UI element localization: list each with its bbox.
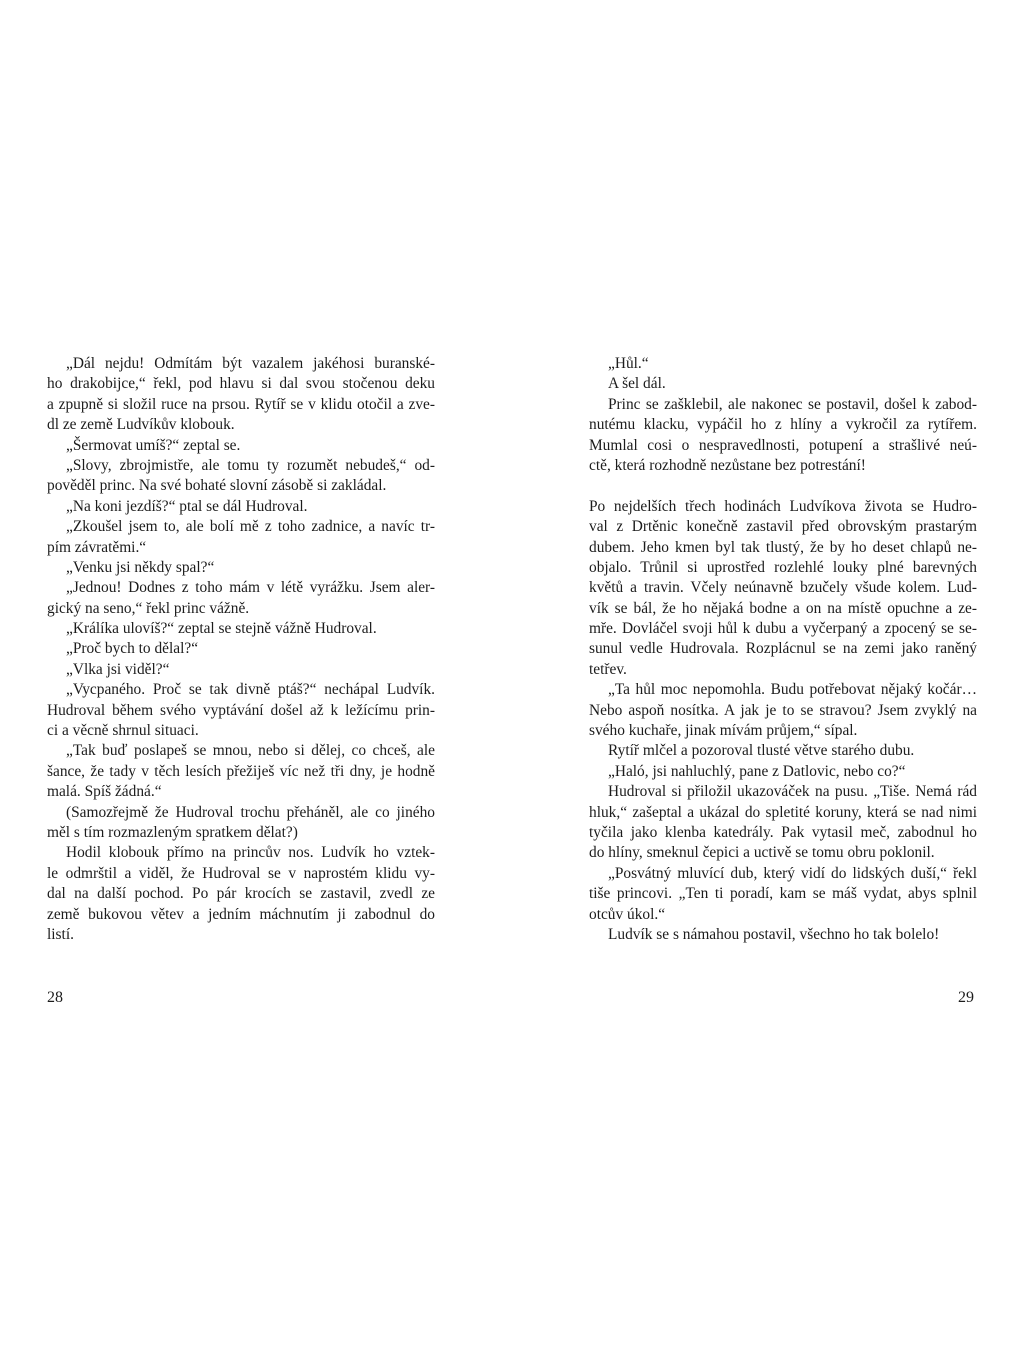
- text-line: „Tak buď poslapeš se mnou, nebo si dělej, co chceš, ale: [66, 742, 435, 760]
- text-line: měl s tím rozmazleným spratkem dělat?): [47, 823, 298, 841]
- text-line: hluk,“ zašeptal a ukázal do spletité koruny, která se nad nimi: [589, 803, 977, 821]
- text-line: Ludvík se s námahou postavil, všechno ho tak bolelo!: [608, 925, 940, 943]
- text-line: země bukovou větev a jedním máchnutím ji zabodnul do: [47, 905, 435, 923]
- text-line: „Zkoušel jsem to, ale bolí mě z toho zadnice, a navíc tr-: [66, 518, 435, 536]
- text-line: ctě, která rozhodně nezůstane bez potrestání!: [589, 456, 866, 474]
- text-line: val z Drtěnic konečně zastavil před obrovským prastarým: [589, 518, 977, 536]
- text-line: Hodil klobouk přímo na princův nos. Ludvík ho vztek-: [66, 844, 435, 862]
- text-line: a zpupně si složil ruce na prsou. Rytíř se v klidu otočil a zve-: [47, 395, 435, 413]
- text-line: otcův úkol.“: [589, 905, 666, 923]
- text-line: „Dál nejdu! Odmítám být vazalem jakéhosi buranské-: [66, 355, 435, 372]
- text-line: Hudroval si přiložil ukazováček na pusu. „Tiše. Nemá rád: [608, 783, 977, 801]
- right-page-text: [589, 354, 977, 945]
- text-line: Mumlal cosi o nespravedlnosti, potupení a strašlivé neú-: [589, 436, 977, 454]
- text-line: „Haló, jsi nahluchlý, pane z Datlovic, nebo co?“: [608, 762, 906, 780]
- text-line: tiše princovi. „Ten ti poradí, kam se máš vydat, abys splnil: [589, 885, 977, 903]
- text-line: Nebo aspoň nosítka. A jak je to se stravou? Jsem zvyklý na: [589, 701, 977, 719]
- text-line: tetřev.: [589, 660, 627, 678]
- text-line: pověděl princ. Na své bohaté slovní zásobě si zakládal.: [47, 477, 387, 495]
- text-line: „Vlka jsi viděl?“: [66, 660, 170, 678]
- text-line: A šel dál.: [608, 375, 666, 393]
- text-line: „Šermovat umíš?“ zeptal se.: [66, 436, 241, 454]
- page-number-right: 29: [958, 989, 974, 1006]
- text-line: gický na seno,“ řekl princ vážně.: [47, 599, 250, 617]
- text-line: (Samozřejmě že Hudroval trochu přeháněl, ale co jiného: [66, 803, 435, 821]
- text-line: malá. Spíš žádná.“: [47, 783, 162, 801]
- text-line: „Na koni jezdíš?“ ptal se dál Hudroval.: [66, 497, 308, 515]
- text-line: „Jednou! Dodnes z toho mám v létě vyrážku. Jsem aler-: [66, 579, 435, 597]
- text-line: pím závratěmi.“: [47, 538, 147, 556]
- text-line: „Venku jsi někdy spal?“: [66, 558, 215, 576]
- page-number-left: 28: [47, 989, 63, 1006]
- text-line: nutému klacku, vypáčil ho z hlíny a vykročil za rytířem.: [589, 416, 977, 434]
- text-line: ho drakobijce,“ řekl, pod hlavu si dal svou stočenou deku: [47, 375, 435, 393]
- text-line: listí.: [47, 925, 74, 943]
- text-line: mře. Dovláčel svoji hůl k dubu a vyčerpaný a zpocený se se-: [589, 620, 977, 638]
- text-line: „Ta hůl moc nepomohla. Budu potřebovat nějaký kočár…: [608, 681, 977, 699]
- text-line: „Vycpaného. Proč se tak divně ptáš?“ nechápal Ludvík.: [66, 681, 435, 699]
- text-line: tyčila jako klenba katedrály. Pak vytasil meč, zabodnul ho: [589, 823, 977, 841]
- text-line: ci a věcně shrnul situaci.: [47, 722, 199, 740]
- text-line: svého kuchaře, jinak mívám průjem,“ sípal.: [589, 722, 858, 740]
- text-line: „Posvátný mluvící dub, který vidí do lidských duší,“ řekl: [608, 864, 977, 882]
- text-line: Po nejdelších třech hodinách Ludvíkova života se Hudro-: [589, 497, 977, 515]
- text-line: dal na další pochod. Po pár krocích se zastavil, zvedl ze: [47, 885, 435, 903]
- text-line: „Králíka ulovíš?“ zeptal se stejně vážně Hudroval.: [66, 620, 377, 638]
- text-line: šance, že tady v těch lesích přežiješ víc než tři dny, je hodně: [47, 762, 435, 780]
- text-line: „Hůl.“: [608, 355, 649, 372]
- text-line: dl ze země Ludvíkův klobouk.: [47, 416, 235, 434]
- paragraph-gap: [589, 476, 977, 496]
- text-line: le odmrštil a viděl, že Hudroval se v naprostém klidu vy-: [47, 864, 435, 882]
- text-line: do hlíny, smeknul čepici a uctivě se tomu obru poklonil.: [589, 844, 935, 862]
- text-line: „Proč bych to dělal?“: [66, 640, 199, 658]
- left-page-text: [47, 354, 435, 945]
- text-line: sunul vedle Hudrovala. Rozplácnul se na zemi jako raněný: [589, 640, 977, 658]
- text-line: dubem. Jeho kmen byl tak tlustý, že by ho deset chlapů ne-: [589, 538, 977, 556]
- text-line: objalo. Trůnil si uprostřed rozlehlé louky plné barevných: [589, 558, 977, 576]
- text-line: květů a travin. Včely neúnavně bzučely všude kolem. Lud-: [589, 579, 977, 597]
- text-line: Rytíř mlčel a pozoroval tlusté větve starého dubu.: [608, 742, 915, 760]
- text-line: Hudroval během svého vyptávání došel až k ležícímu prin-: [47, 701, 435, 719]
- text-line: Princ se zašklebil, ale nakonec se postavil, došel k zabod-: [608, 395, 977, 413]
- text-line: vík se bál, že ho nějaká bodne a on na místě opuchne a ze-: [589, 599, 977, 617]
- text-line: „Slovy, zbrojmistře, ale tomu ty rozumět nebudeš,“ od-: [66, 456, 435, 474]
